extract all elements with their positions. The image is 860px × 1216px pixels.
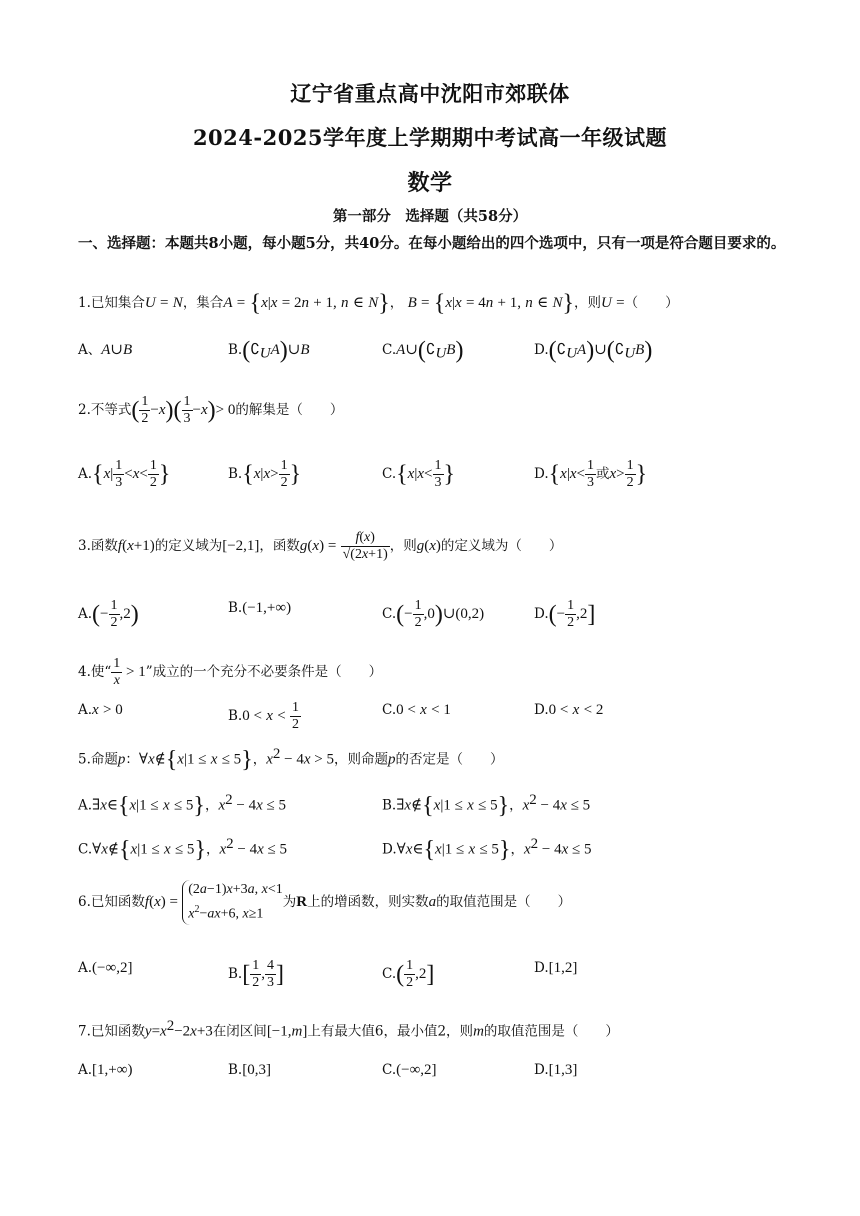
- question-3: 3.函数f(x+1)的定义域为[−2,1]，函数g(x) = $\frac{f(x)}{√(2x+1)}$ ，则g(x)的定义域为（ ）: [78, 530, 563, 562]
- q5-option-c[interactable]: C.∀x∉{x|1 ≤ x ≤ 5}，$x^2 - 4x \le 5$: [78, 836, 288, 863]
- q5-option-a[interactable]: A.∃x∈{x|1 ≤ x ≤ 5}，$x^2 - 4x \le 5$: [78, 792, 286, 819]
- q7-option-d[interactable]: D.[1,3]: [534, 1062, 578, 1078]
- q2-option-b[interactable]: B.{x|x> $\frac{1}{2}$ }: [228, 458, 302, 490]
- q3-option-b[interactable]: B.(−1,+∞): [228, 600, 292, 616]
- school-title: 辽宁省重点高中沈阳市郊联体: [290, 81, 570, 106]
- q7-option-b[interactable]: B.[0,3]: [228, 1062, 271, 1078]
- question-7: 7.已知函数$y=x^2-2x+3$在闭区间[−1,m]上有最大值6，最小值2，则m的取值范围是（ ）: [78, 1018, 619, 1040]
- q2-option-a[interactable]: A.{x| $\frac{1}{3}$ <x< $\frac{1}{2}$ }: [78, 458, 171, 490]
- q4-option-a[interactable]: A.x > 0: [78, 702, 123, 718]
- q7-option-a[interactable]: A.[1,+∞): [78, 1062, 133, 1078]
- q5-option-b[interactable]: B.∃x∉{x|1 ≤ x ≤ 5}，$x^2 - 4x \le 5$: [382, 792, 591, 819]
- q6-option-a[interactable]: A.(−∞,2]: [78, 960, 133, 976]
- question-2: 2.不等式( $\frac{1}{2}$ −x)( $\frac{1}{3}$ −x)> 0的解集是（ ）: [78, 394, 344, 426]
- exam-title: 2024-2025学年度上学期期中考试高一年级试题: [192, 125, 668, 150]
- q3-option-d[interactable]: D.(− $\frac{1}{2}$ ,2]: [534, 598, 596, 630]
- q1-option-a[interactable]: A、A∪B: [78, 342, 133, 358]
- question-4: 4.使“ $\frac{1}{x}$ > 1”成立的一个充分不必要条件是（ ）: [78, 656, 383, 688]
- question-6: 6.已知函数f(x) = (2a−1)x+3a, x<1 $x^2-ax+6$, x≥1 为R上的增函数，则实数a的取值范围是（ ）: [78, 880, 571, 925]
- part-heading: 第一部分 选择题（共58分）: [332, 208, 528, 225]
- q2-option-c[interactable]: C.{x|x< $\frac{1}{3}$ }: [382, 458, 456, 490]
- q5-option-d[interactable]: D.∀x∈{x|1 ≤ x ≤ 5}，$x^2 - 4x \le 5$: [382, 836, 592, 863]
- q2-option-d[interactable]: D.{x|x< $\frac{1}{3}$ 或x> $\frac{1}{2}$ }: [534, 458, 648, 490]
- q3-option-c[interactable]: C.(− $\frac{1}{2}$ ,0)∪(0,2): [382, 598, 485, 630]
- question-1: 1.已知集合U = N，集合A = {x|x = 2n + 1, n ∈ N}， B = {x|x = 4n + 1, n ∈ N}，则U =（ ）: [78, 290, 679, 317]
- piecewise-function: (2a−1)x+3a, x<1 $x^2-ax+6$, x≥1: [182, 880, 282, 925]
- q6-option-d[interactable]: D.[1,2]: [534, 960, 578, 976]
- q6-option-b[interactable]: B.[ $\frac{1}{2}$ , $\frac{4}{3}$ ]: [228, 958, 284, 990]
- q3-option-a[interactable]: A.(− $\frac{1}{2}$ ,2): [78, 598, 139, 630]
- q1-option-b[interactable]: $B.(∁_UA)\cup B$: [228, 337, 310, 364]
- q4-option-d[interactable]: D.0 < x < 2: [534, 702, 604, 718]
- q1-option-d[interactable]: $D.(∁_UA)\cup(∁_UB)$: [534, 337, 653, 364]
- q4-option-c[interactable]: C.0 < x < 1: [382, 702, 451, 718]
- q6-option-c[interactable]: C.( $\frac{1}{2}$ ,2]: [382, 958, 435, 990]
- q7-option-c[interactable]: C.(−∞,2]: [382, 1062, 437, 1078]
- q4-option-b[interactable]: B.0 < x < $\frac{1}{2}$: [228, 700, 299, 732]
- section-instructions: 一、选择题：本题共8小题，每小题5分，共40分。在每小题给出的四个选项中，只有一项是符合题目要求的。: [78, 235, 786, 252]
- q1-option-c[interactable]: $C.A\cup(∁_UB)$: [382, 337, 464, 364]
- subject-title: 数学: [407, 170, 453, 196]
- question-5: 5.命题p：∀x∉{x|1 ≤ x ≤ 5}，$x^2 - 4x > 5$，则命题p的否定是（ ）: [78, 746, 504, 773]
